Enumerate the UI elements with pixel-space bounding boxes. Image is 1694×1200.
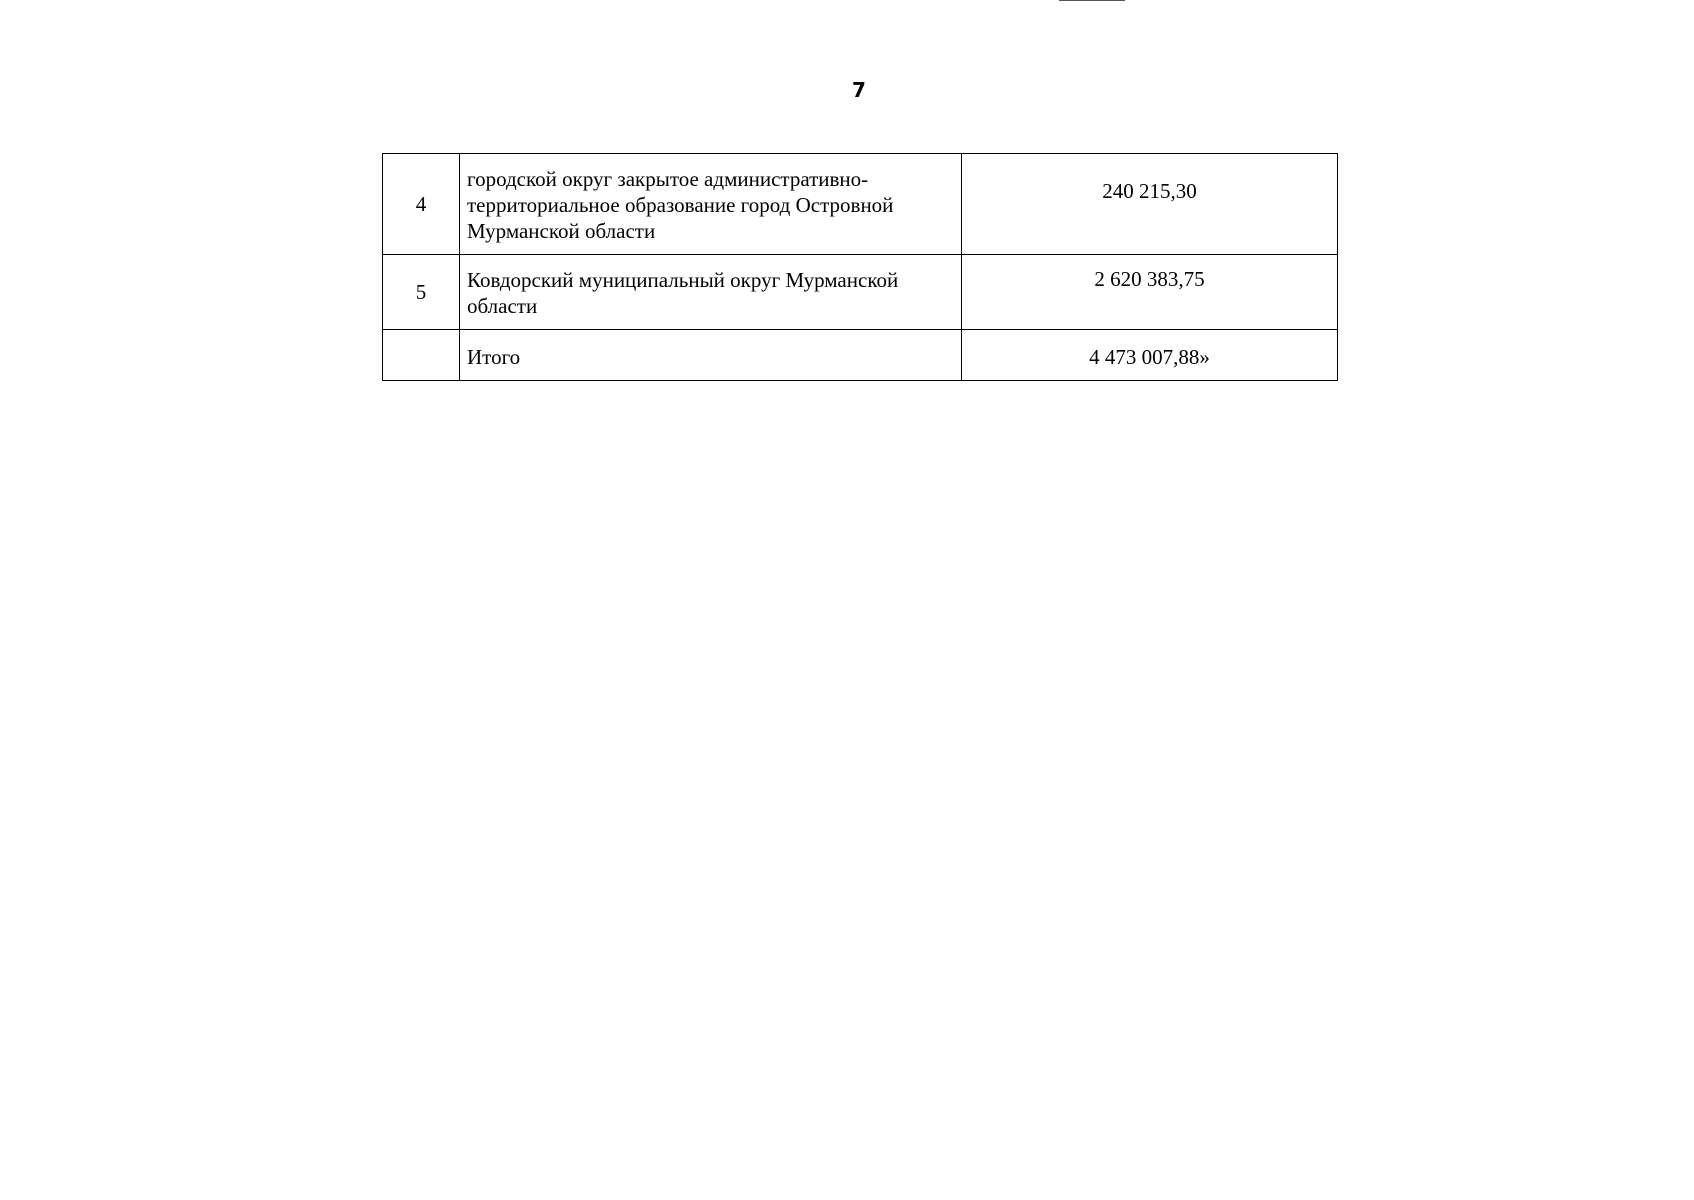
page-number: 7	[852, 78, 866, 102]
row-number: 4	[383, 154, 460, 255]
allocation-table	[382, 153, 1338, 381]
total-row	[383, 330, 1338, 381]
row-number	[383, 330, 460, 381]
row-number: 5	[383, 255, 460, 330]
total-value: 4 473 007,88»	[962, 330, 1338, 381]
total-label: Итого	[460, 330, 962, 381]
municipality-name: городской округ закрытое административно-территориальное образование город Островной Мурманской области	[460, 154, 962, 255]
table-row	[383, 255, 1338, 330]
amount-value: 2 620 383,75	[962, 255, 1338, 330]
table-row	[383, 154, 1338, 255]
top-edge-mark	[1059, 0, 1125, 2]
municipality-name: Ковдорский муниципальный округ Мурманской области	[460, 255, 962, 330]
amount-value: 240 215,30	[962, 154, 1338, 255]
